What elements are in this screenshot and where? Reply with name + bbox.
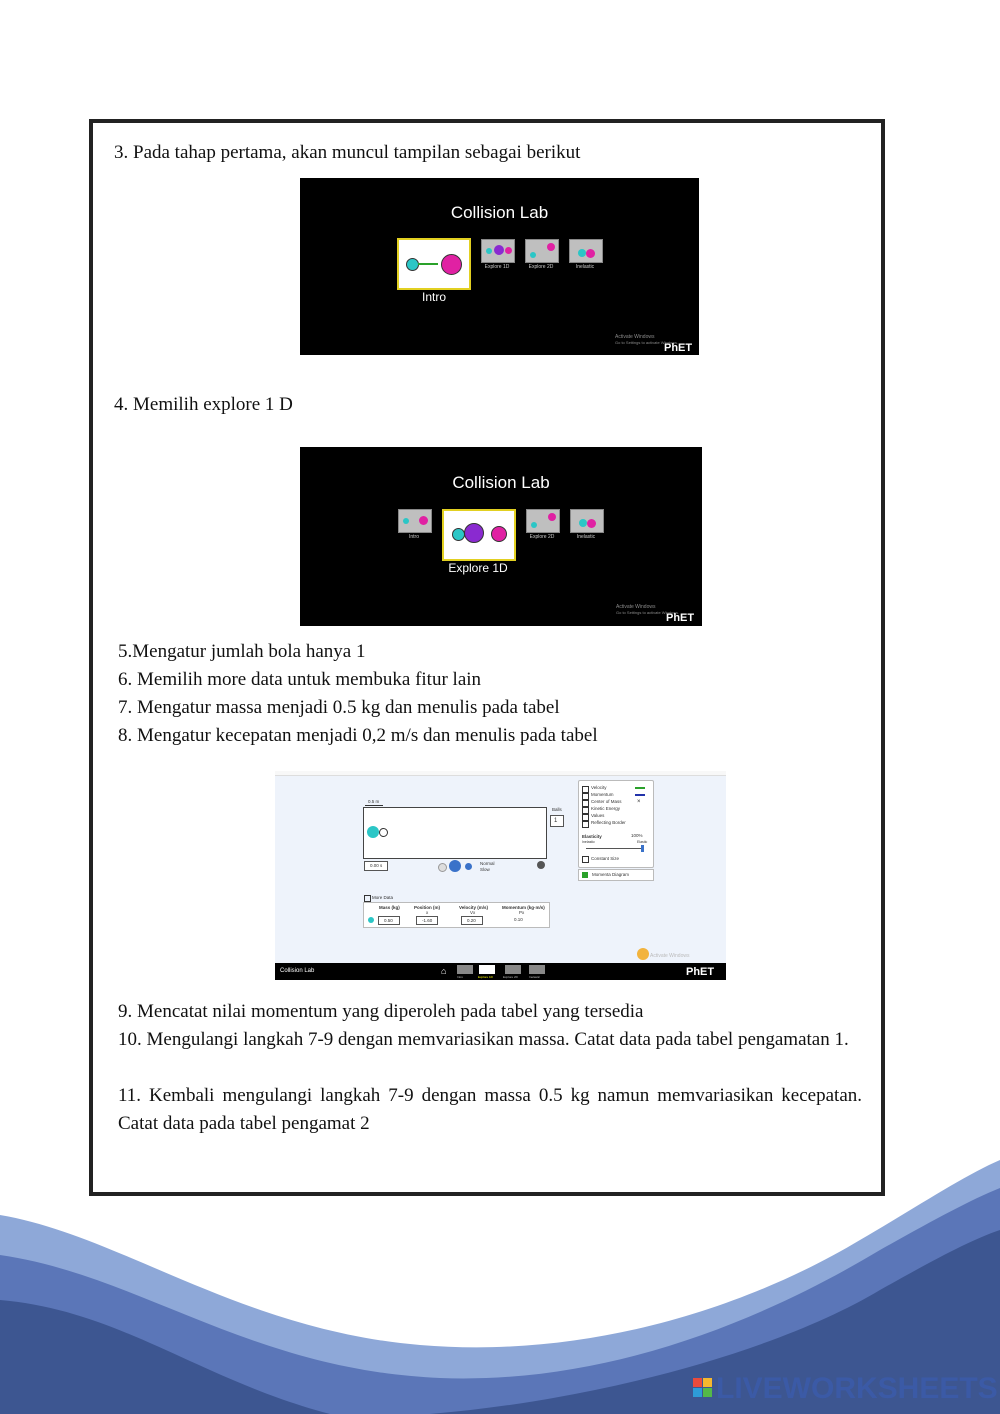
nav-label: Explore 1D [478, 975, 493, 979]
thumb-label: Explore 2D [528, 264, 554, 270]
elasticity-label: Elasticity [582, 834, 602, 839]
step-7: 7. Mengatur massa menjadi 0.5 kg dan menulis pada tabel [118, 697, 560, 718]
liveworksheets-logo-icon [693, 1378, 713, 1398]
nav-label: Intro [457, 975, 464, 979]
momentum-value: 0.10 [514, 917, 523, 922]
thumb-label: Intro [408, 534, 419, 540]
speed-normal[interactable]: Normal [480, 861, 495, 866]
phet-logo: PhET [666, 612, 695, 624]
step-6: 6. Memilih more data untuk membuka fitur lain [118, 669, 482, 690]
activate-windows: Activate Windows [615, 334, 655, 340]
mass-value: 0.50 [384, 918, 393, 923]
activate-windows: Activate Windows [616, 604, 656, 610]
header-position: Position (m) [414, 905, 440, 910]
nav-label: Explore 2D [503, 975, 518, 979]
activate-windows: Activate Windows [650, 953, 690, 959]
more-data-label[interactable]: More Data [372, 895, 394, 900]
navbar-title: Collision Lab [280, 968, 315, 974]
velocity-value: 0.20 [467, 918, 476, 923]
checkbox-reflecting-border[interactable]: Reflecting Border [591, 820, 626, 825]
elasticity-value: 100% [631, 833, 643, 838]
step-3: 3. Pada tahap pertama, akan muncul tampilan sebagai berikut [114, 142, 581, 163]
activate-windows-sub: Go to Settings to activate Windows. [615, 340, 679, 345]
center-of-mass-icon: × [637, 799, 641, 805]
checkbox-center-of-mass[interactable]: Center of Mass [591, 799, 622, 804]
time-value: 0.00 s [370, 863, 383, 868]
thumb-label: Explore 1D [484, 264, 510, 270]
checkbox-velocity[interactable]: Velocity [591, 785, 607, 790]
step-9: 9. Mencatat nilai momentum yang diperoleh pada tabel yang tersedia [118, 1001, 644, 1022]
inelastic-label: Inelastic [582, 840, 595, 844]
thumb-label: Inelastic [576, 534, 596, 540]
subheader-x: x [426, 910, 429, 915]
selected-label: Explore 1D [448, 561, 508, 575]
position-value: -1.60 [422, 918, 433, 923]
selected-label: Intro [421, 290, 446, 304]
step-11: 11. Kembali mengulangi langkah 7-9 dengan massa 0.5 kg namun memvariasikan kecepatan. Catat data pada tabel pengamat 2 [118, 1085, 862, 1134]
nav-label: Inelastic [529, 975, 541, 979]
screenshot-title: Collision Lab [450, 203, 549, 222]
header-velocity: Velocity (m/s) [459, 905, 489, 910]
thumb-label: Explore 2D [529, 534, 555, 540]
elastic-label: Elastic [637, 840, 648, 844]
balls-value: 1 [554, 818, 558, 824]
subheader-px: Px [519, 910, 525, 915]
activate-windows-sub: Go to Settings to activate Windows. [616, 610, 680, 615]
step-4: 4. Memilih explore 1 D [114, 394, 293, 415]
balls-label: Balls [552, 807, 562, 812]
checkbox-kinetic-energy[interactable]: Kinetic Energy [591, 806, 621, 811]
phet-logo: PhET [686, 966, 715, 978]
speed-slow[interactable]: Slow [480, 867, 490, 872]
step-5: 5.Mengatur jumlah bola hanya 1 [118, 641, 366, 662]
checkbox-momentum[interactable]: Momentum [591, 792, 614, 797]
phet-logo: PhET [664, 342, 693, 354]
home-icon[interactable]: ⌂ [441, 966, 447, 976]
thumb-label: Inelastic [575, 264, 595, 270]
header-momentum: Momentum (kg·m/s) [502, 905, 545, 910]
screenshot-title: Collision Lab [452, 473, 550, 492]
liveworksheets-brand: LIVEWORKSHEETS [716, 1372, 998, 1405]
subheader-vx: Vx [470, 910, 476, 915]
step-8: 8. Mengatur kecepatan menjadi 0,2 m/s dan menulis pada tabel [118, 725, 598, 746]
scale-label: 0.5 m [368, 799, 380, 804]
constant-size[interactable]: Constant Size [591, 856, 620, 861]
checkbox-values[interactable]: Values [591, 813, 605, 818]
step-10: 10. Mengulangi langkah 7-9 dengan memvariasikan massa. Catat data pada tabel pengamatan 1. [118, 1029, 849, 1050]
momenta-diagram-label: Momenta Diagram [592, 872, 630, 877]
header-mass: Mass (kg) [379, 905, 400, 910]
